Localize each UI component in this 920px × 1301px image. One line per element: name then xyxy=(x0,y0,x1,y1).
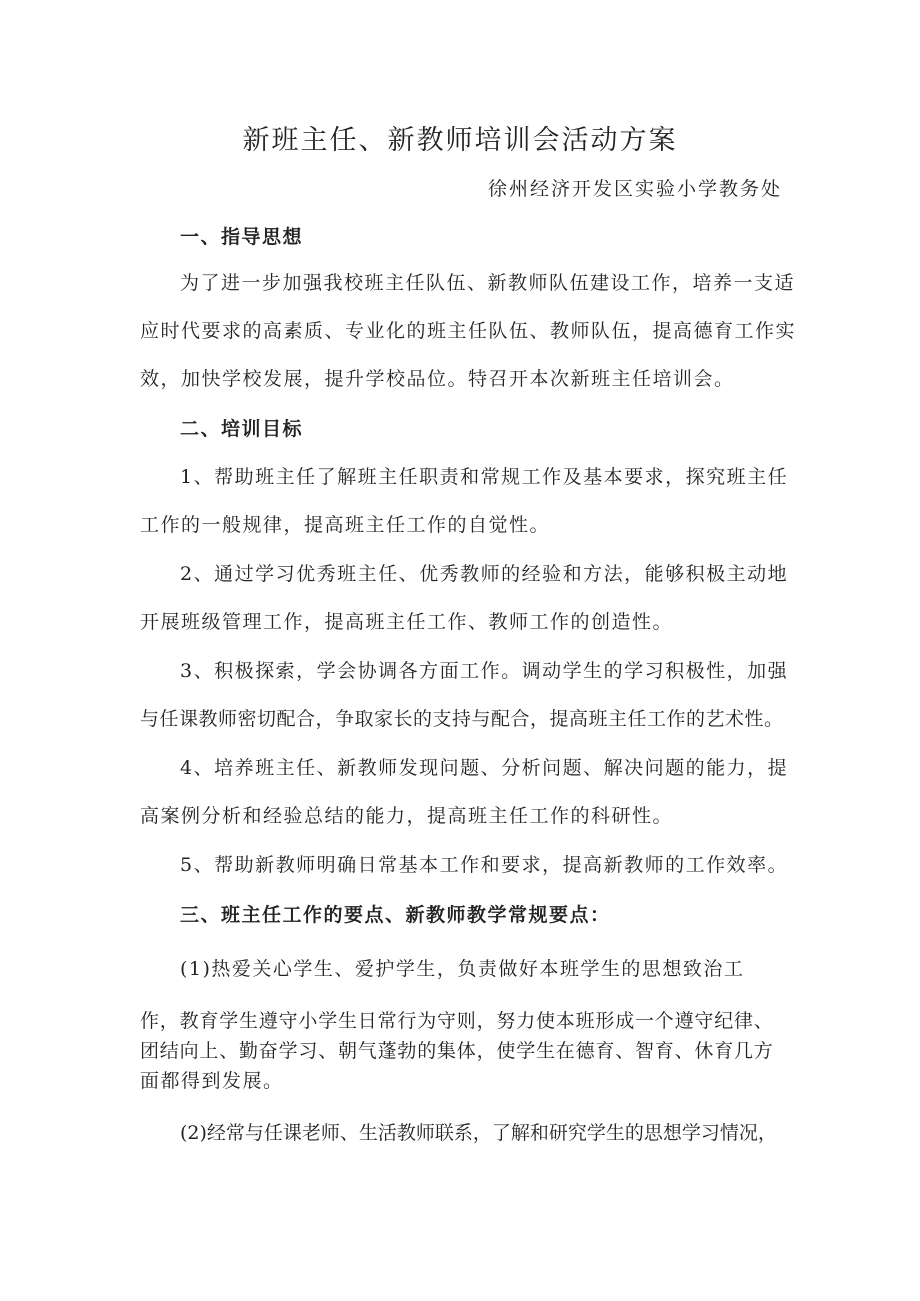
goal-item-2-line: 2、通过学习优秀班主任、优秀教师的经验和方法，能够积极主动地 xyxy=(180,563,789,585)
section-heading-training-goals: 二、培训目标 xyxy=(180,418,304,440)
goal-item-1-line: 1、帮助班主任了解班主任职责和常规工作及基本要求，探究班主任 xyxy=(180,466,789,488)
key-point-1-line: 作，教育学生遵守小学生日常行为守则，努力使本班形成一个遵守纪律、 xyxy=(140,1010,774,1032)
goal-item-5-line: 5、帮助新教师明确日常基本工作和要求，提高新教师的工作效率。 xyxy=(180,854,789,876)
paragraph-line: 效，加快学校发展，提升学校品位。特召开本次新班主任培训会。 xyxy=(140,368,735,390)
goal-item-2-line: 开展班级管理工作，提高班主任工作、教师工作的创造性。 xyxy=(140,611,674,633)
paragraph-line: 应时代要求的高素质、专业化的班主任队伍、教师队伍，提高德育工作实 xyxy=(140,320,797,342)
section-heading-guiding-ideology: 一、指导思想 xyxy=(180,226,304,248)
key-point-2-line: (2)经常与任课老师、生活教师联系，了解和研究学生的思想学习情况， xyxy=(180,1122,777,1144)
key-point-1-line: 团结向上、勤奋学习、朝气蓬勃的集体，使学生在德育、智育、休育几方 xyxy=(140,1040,774,1062)
document-title: 新班主任、新教师培训会活动方案 xyxy=(242,125,678,156)
issuing-organization: 徐州经济开发区实验小学教务处 xyxy=(487,178,782,200)
key-point-1-line: 面都得到发展。 xyxy=(140,1070,284,1092)
goal-item-3-line: 3、积极探索，学会协调各方面工作。调动学生的学习积极性，加强 xyxy=(180,660,789,682)
key-point-1-line: (1)热爱关心学生、爱护学生，负责做好本班学生的思想致治工 xyxy=(180,958,745,980)
section-heading-key-points: 三、班主任工作的要点、新教师教学常规要点： xyxy=(180,904,611,926)
paragraph-line: 为了进一步加强我校班主任队伍、新教师队伍建设工作，培养一支适 xyxy=(180,272,796,294)
goal-item-1-line: 工作的一般规律，提高班主任工作的自觉性。 xyxy=(140,514,551,536)
goal-item-3-line: 与任课教师密切配合，争取家长的支持与配合，提高班主任工作的艺术性。 xyxy=(140,708,784,730)
goal-item-4-line: 4、培养班主任、新教师发现问题、分析问题、解决问题的能力，提 xyxy=(180,757,789,779)
goal-item-4-line: 高案例分析和经验总结的能力，提高班主任工作的科研性。 xyxy=(140,805,674,827)
